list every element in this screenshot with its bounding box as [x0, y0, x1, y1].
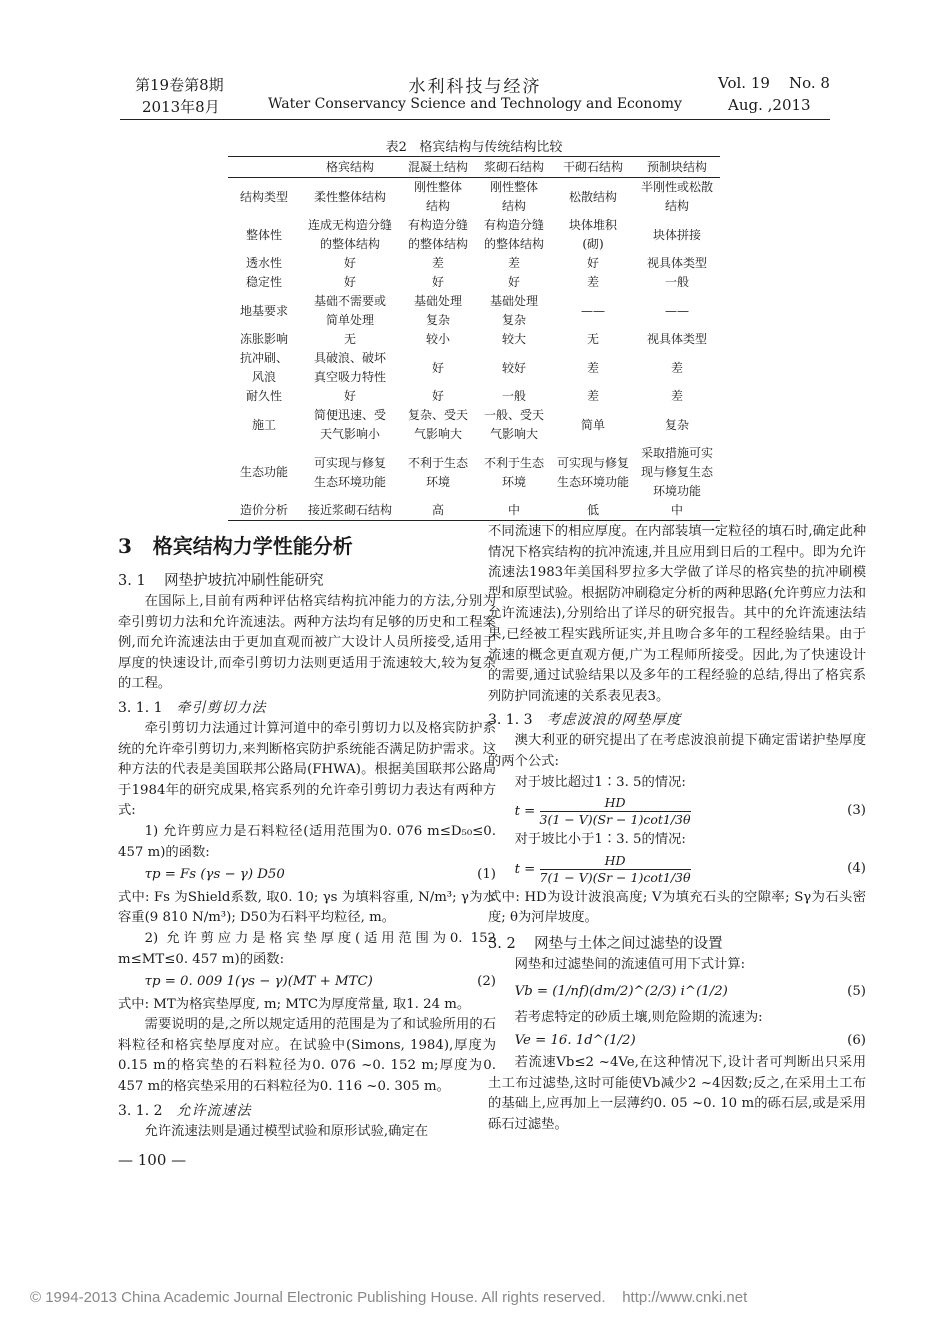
paragraph: 对于坡比小于1∶3. 5的情况:: [514, 832, 686, 848]
page-number: — 100 —: [118, 1151, 187, 1170]
table-cell: 视具体类型: [646, 332, 707, 346]
paragraph: 若考虑特定的砂质土壤,则危险期的流速为:: [514, 1010, 763, 1026]
paragraph: 不同流速下的相应厚度。在内部装填一定粒径的填石时,确定此种情况下格宾结构的抗冲流速,并且应用到日后的工程中。即为允许流速法1983年美国科罗拉多大学做了详尽的格宾垫的抗冲刷模型和原型试验。根据防冲刷稳定分析的两种思路(允许剪应力法和允许流速法),分别给出了详尽的研究报告。其中的允许流速法结果,已经被工程实践所证实,并且吻合多年的工程经验结果。由于流速的概念更直观方便,广为工程师所接受。因此,为了快速设计的需要,通过试验结果以及多年的工程经验的总结,得出了格宾系列防护同流速的关系表见表3。: [488, 524, 866, 704]
section-heading: 3 格宾结构力学性能分析: [118, 534, 353, 558]
table-cell: 接近浆砌石结构: [300, 501, 400, 521]
table-header-cell: 浆砌石结构: [476, 158, 552, 178]
paragraph: 若流速Vb≤2 ~4Ve,在这种情况下,设计者可判断出只采用土工布过滤垫,这时可能使Vb减少2 ~4因数;反之,在采用土工布的基础上,应再加上一层薄约0. 05 ~0. 10 m的砾石层,或是采用砾石过滤垫。: [488, 1055, 866, 1133]
table-row: [228, 444, 720, 501]
table-cell: 高: [400, 501, 476, 521]
paragraph: 澳大利亚的研究提出了在考虑波浪前提下确定雷诺护垫厚度的两个公式:: [488, 733, 866, 769]
paragraph: 对于坡比超过1∶3. 5的情况:: [514, 774, 686, 790]
equation-2: [118, 972, 496, 993]
equation-number: (3): [847, 803, 866, 819]
table-row-label: 整体性: [245, 227, 282, 242]
table-cell: 具破浪、破坏 真空吸力特性: [313, 351, 386, 384]
table-cell: 差: [507, 256, 520, 270]
subsection-heading: 3. 2 网垫与土体之间过滤垫的设置: [488, 935, 723, 952]
paragraph: 牵引剪切力法通过计算河道中的牵引剪切力以及格宾防护系统的允许牵引剪切力,来判断格宾防护系统能否满足防护需求。这种方法的代表是美国联邦公路局(FHWA)。根据美国联邦公路局于1984年的研究成果,格宾系列的允许牵引剪切力表达有两种方式:: [118, 720, 496, 819]
table-cell: 差: [431, 256, 444, 270]
table-cell: 差: [586, 360, 599, 375]
equation-number: (2): [477, 974, 496, 990]
table-cell: 较好: [501, 360, 526, 375]
equation-1: [118, 865, 496, 886]
table-cell: 有构造分缝 的整体结构: [407, 218, 468, 251]
table-cell: 基础处理 复杂: [489, 294, 538, 327]
table-cell: 好: [431, 389, 444, 403]
table-cell: 无: [343, 332, 356, 346]
paragraph: 2) 允许剪应力是格宾垫厚度(适用范围为0. 152 m≤MT≤0. 457 m)的函数:: [118, 930, 496, 967]
table-cell: 基础不需要或 简单处理: [313, 294, 386, 327]
table-cell: 采取措施可实 现与修复生态 环境功能: [640, 446, 713, 498]
table-cell: ——: [581, 303, 605, 318]
table-header-cell: 预制块结构: [634, 158, 720, 178]
table-header-cell: 格宾结构: [300, 158, 400, 178]
equation-3: [488, 795, 866, 828]
table-header-cell: [228, 158, 300, 178]
table-row-label: 冻胀影响: [239, 332, 288, 346]
journal-title-en: Water Conservancy Science and Technology and Economy: [268, 96, 682, 112]
journal-title: 水利科技与经济: [408, 77, 542, 97]
table-cell: 可实现与修复 生态环境功能: [556, 455, 629, 489]
paragraph: 在国际上,目前有两种评估格宾结构抗冲能力的方法,分别为牵引剪切力法和允许流速法。两种方法均有足够的历史和工程案例,而允许流速法由于更加直观而被广大设计人员所接受,适用于厚度的快速设计,而牵引剪切力法则更适用于流速较大,较为复杂的工程。: [118, 594, 496, 692]
paragraph: 式中: HD为设计波浪高度; V为填充石头的空隙率; Sγ为石头密度; θ为河岸坡度。: [488, 889, 866, 926]
heading-number: 3. 1. 2: [118, 1102, 163, 1119]
table-row-label: 地基要求: [239, 303, 288, 318]
equation-number: (6): [847, 1032, 866, 1048]
table-cell: 较大: [501, 332, 526, 346]
paragraph: 式中: Fs 为Shield系数, 取0. 10; γs 为填料容重, N/m³; γ为水容重(9 810 N/m³); D50为石料平均粒径, m。: [118, 889, 496, 926]
table-row-label: 生态功能: [239, 465, 288, 479]
copyright-footer: © 1994-2013 China Academic Journal Electronic Publishing House. All rights reserved. http://www.cnki.net: [30, 1289, 748, 1306]
fraction-numerator: HD: [540, 795, 691, 812]
table-row: [228, 501, 720, 521]
equation-6: [488, 1031, 866, 1052]
comparison-table: [228, 158, 720, 521]
table-row: [228, 216, 720, 254]
equation-number: (4): [847, 860, 866, 876]
table-row-label: 抗冲刷、 风浪: [239, 351, 288, 384]
table-caption: 表2 格宾结构与传统结构比较: [385, 140, 563, 155]
journal-volume: Vol. 19 No. 8: [718, 74, 830, 92]
heading-title: 考虑波浪的网垫厚度: [546, 712, 682, 729]
table-cell: 无: [586, 332, 599, 346]
table-row-label: 结构类型: [239, 189, 288, 204]
table-cell: 好: [343, 389, 356, 403]
table-cell: 不利于生态 环境: [483, 455, 544, 489]
table-row: [228, 387, 720, 406]
table-row-label: 造价分析: [228, 501, 300, 521]
fraction-denominator: 3(1 − V)(Sr − 1)cot1/3θ: [539, 812, 691, 828]
equation-number: (5): [847, 983, 866, 999]
equation-5: [488, 982, 866, 1003]
table-cell: 中: [476, 501, 552, 521]
right-column: [488, 522, 866, 1136]
subsubsection-heading: [488, 709, 866, 731]
table-cell: 较小: [425, 332, 450, 346]
table-cell: 中: [634, 501, 720, 521]
paragraph: 需要说明的是,之所以规定适用的范围是为了和试验所用的石料粒径和格宾垫厚度对应。在试验中(Simons, 1984),厚度为0.15 m的格宾垫的石料粒径为0. 076 ~0. 152 m;厚度为0. 457 m的格宾垫采用的石料粒径为0. 116 ~0. 305 m。: [118, 1017, 496, 1095]
equation-lhs: t =: [514, 804, 536, 820]
table-cell: 连成无构造分缝 的整体结构: [307, 218, 392, 251]
subsubsection-heading: [118, 697, 496, 719]
fraction-numerator: HD: [540, 853, 691, 870]
table-cell: 一般: [501, 389, 526, 403]
table-cell: 一般: [664, 275, 689, 289]
table-row-label: 稳定性: [245, 275, 282, 289]
table-row-label: 施工: [251, 417, 276, 432]
heading-number: 3. 1. 3: [488, 712, 533, 729]
table-cell: 差: [586, 389, 599, 403]
table-row: [228, 273, 720, 292]
table-cell: 好: [586, 256, 599, 270]
paragraph: 式中: MT为格宾垫厚度, m; MTC为厚度常量, 取1. 24 m。: [118, 996, 471, 1012]
table-cell: 刚性整体 结构: [489, 180, 538, 213]
table-cell: 好: [431, 360, 444, 375]
table-cell: 不利于生态 环境: [407, 455, 468, 489]
subsection-heading: 3. 1 网垫护坡抗冲刷性能研究: [118, 573, 324, 589]
heading-title: 允许流速法: [176, 1102, 252, 1119]
paragraph: 允许流速法则是通过模型试验和原形试验,确定在: [144, 1123, 429, 1139]
table-cell: 基础处理 复杂: [413, 294, 462, 327]
table-header-cell: 干砌石结构: [552, 158, 634, 178]
journal-date-en: Aug. ,2013: [728, 96, 811, 114]
table-row: [228, 330, 720, 349]
table-cell: 块体拼接: [652, 227, 701, 242]
equation-4: [488, 853, 866, 886]
table-cell: 好: [343, 256, 356, 270]
table-cell: 复杂: [664, 417, 689, 432]
table-header-cell: 混凝土结构: [400, 158, 476, 178]
heading-title: 牵引剪切力法: [176, 699, 267, 716]
table-cell: 松散结构: [568, 189, 617, 204]
table-cell: 一般、受天 气影响大: [483, 408, 544, 441]
table-cell: 复杂、受天 气影响大: [407, 408, 468, 441]
table-cell: 刚性整体 结构: [413, 180, 462, 213]
table-row: [228, 406, 720, 444]
fraction-denominator: 7(1 − V)(Sr − 1)cot1/3θ: [539, 869, 691, 885]
table-cell: 简便迅速、受 天气影响小: [313, 408, 386, 441]
fraction: [540, 795, 691, 828]
table-top-rule: [228, 156, 720, 157]
equation-body: Vb = (1/nf)(dm/2)^(2/3) i^(1/2): [514, 983, 728, 999]
table-row: [228, 349, 720, 387]
table-cell: 简单: [580, 417, 605, 432]
table-cell: 差: [586, 275, 599, 289]
table-cell: 低: [552, 501, 634, 521]
equation-body: τp = Fs (γs − γ) D50: [144, 867, 285, 883]
table-cell: 柔性整体结构: [313, 189, 386, 204]
paragraph: 1) 允许剪应力是石料粒径(适用范围为0. 076 m≤D₅₀≤0. 457 m)的函数:: [118, 823, 496, 860]
table-row: [228, 178, 720, 217]
subsubsection-heading: [118, 1100, 496, 1122]
heading-number: 3. 1. 1: [118, 699, 163, 716]
journal-date: 2013年8月: [142, 98, 220, 116]
equation-body: Ve = 16. 1d^(1/2): [514, 1032, 636, 1048]
table-cell: 可实现与修复 生态环境功能: [313, 455, 386, 489]
table-row-label: 透水性: [245, 256, 282, 270]
equation-number: (1): [477, 867, 496, 883]
paragraph: 网垫和过滤垫间的流速值可用下式计算:: [514, 956, 746, 972]
table-row: [228, 254, 720, 273]
table-cell: 有构造分缝 的整体结构: [483, 218, 544, 251]
table-cell: 半刚性或松散 结构: [640, 180, 713, 213]
equation-lhs: t =: [514, 861, 536, 877]
header-rule: [120, 119, 830, 120]
table-cell: 视具体类型: [646, 256, 707, 270]
journal-issue: 第19卷第8期: [135, 76, 224, 94]
table-cell: ——: [665, 303, 689, 318]
left-column: [118, 532, 496, 1171]
table-cell: 好: [431, 275, 444, 289]
table-row: [228, 292, 720, 330]
table-cell: 差: [670, 389, 683, 403]
table-cell: 好: [343, 275, 356, 289]
table-cell: 块体堆积 (砌): [568, 218, 617, 251]
equation-body: τp = 0. 009 1(γs − γ)(MT + MTC): [144, 974, 373, 990]
table-cell: 好: [507, 275, 520, 289]
fraction: [540, 853, 691, 886]
table-row-label: 耐久性: [245, 389, 282, 403]
table-cell: 差: [670, 360, 683, 375]
